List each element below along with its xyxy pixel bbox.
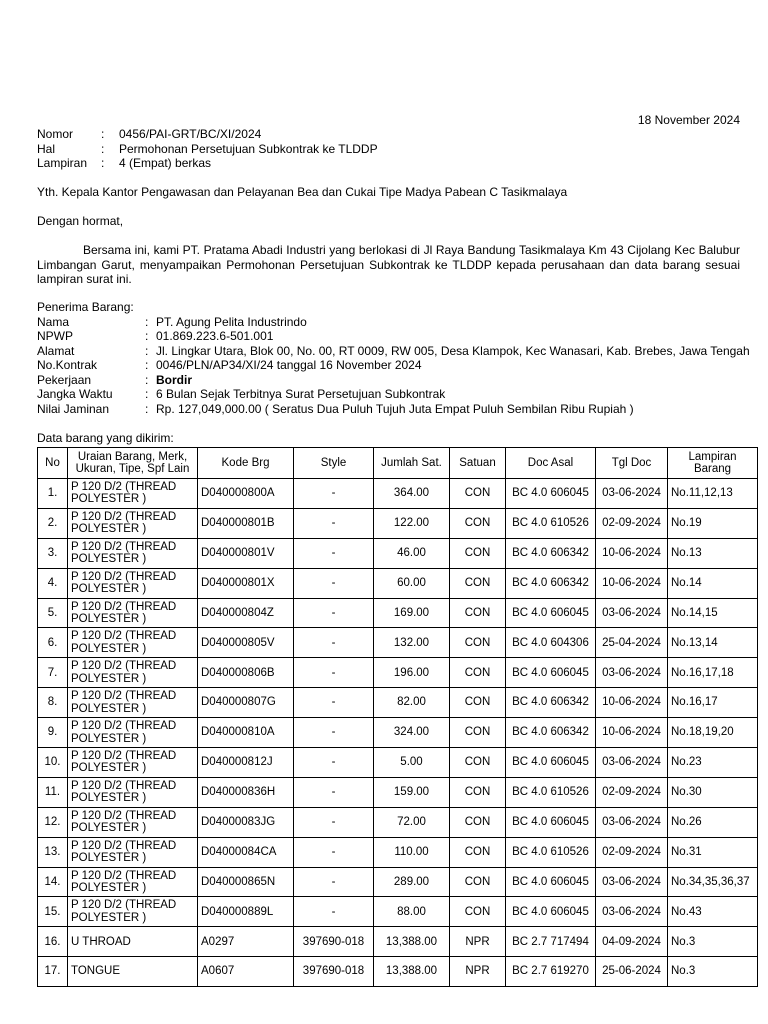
recipient-label: Nilai Jaminan [37, 401, 110, 416]
cell-kode: A0607 [198, 957, 294, 987]
cell-desc: P 120 D/2 (THREAD POLYESTER ) [68, 867, 198, 897]
recipient-label: NPWP [37, 329, 73, 343]
cell-desc: P 120 D/2 (THREAD POLYESTER ) [68, 837, 198, 867]
cell-lampiran: No.26 [668, 807, 758, 837]
cell-tgl: 03-06-2024 [596, 658, 668, 688]
cell-doc: BC 4.0 606045 [506, 897, 596, 927]
cell-no: 2. [38, 508, 68, 538]
table-row [38, 479, 758, 509]
cell-doc: BC 4.0 606342 [506, 718, 596, 748]
cell-doc: BC 2.7 619270 [506, 957, 596, 987]
cell-satuan: CON [450, 748, 506, 778]
table-row [38, 957, 758, 987]
recipient-label: Jangka Waktu [37, 387, 113, 401]
cell-style: - [294, 807, 374, 837]
cell-tgl: 10-06-2024 [596, 538, 668, 568]
header-no: No [38, 448, 68, 479]
cell-lampiran: No.18,19,20 [668, 718, 758, 748]
cell-satuan: CON [450, 568, 506, 598]
cell-desc: P 120 D/2 (THREAD POLYESTER ) [68, 538, 198, 568]
recipient-row: No.Kontrak : 0046/PLN/AP34/XI/24 tanggal 16 November 2024 [37, 358, 422, 372]
cell-no: 4. [38, 568, 68, 598]
cell-tgl: 10-06-2024 [596, 568, 668, 598]
cell-tgl: 03-06-2024 [596, 807, 668, 837]
cell-kode: D040000801X [198, 568, 294, 598]
meta-value: Permohonan Persetujuan Subkontrak ke TLDDP [119, 141, 378, 156]
table-row [38, 897, 758, 927]
greeting: Dengan hormat, [37, 214, 124, 228]
cell-desc: P 120 D/2 (THREAD POLYESTER ) [68, 807, 198, 837]
cell-doc: BC 4.0 606045 [506, 479, 596, 509]
recipient-label: Alamat [37, 343, 75, 358]
cell-no: 12. [38, 807, 68, 837]
cell-desc: TONGUE [68, 957, 198, 987]
cell-doc: BC 4.0 610526 [506, 837, 596, 867]
cell-jumlah: 289.00 [374, 867, 450, 897]
cell-kode: D040000807G [198, 688, 294, 718]
cell-tgl: 03-06-2024 [596, 598, 668, 628]
cell-tgl: 10-06-2024 [596, 718, 668, 748]
header-doc: Doc Asal [506, 448, 596, 479]
recipient-value: 01.869.223.6-501.001 [156, 329, 274, 343]
recipient-value: 0046/PLN/AP34/XI/24 tanggal 16 November 2024 [156, 358, 422, 372]
cell-jumlah: 110.00 [374, 837, 450, 867]
cell-tgl: 02-09-2024 [596, 837, 668, 867]
cell-jumlah: 122.00 [374, 508, 450, 538]
meta-value: 0456/PAI-GRT/BC/XI/2024 [119, 127, 262, 141]
table-header-row [38, 448, 758, 479]
cell-style: - [294, 688, 374, 718]
table-row [38, 688, 758, 718]
recipient-value: Rp. 127,049,000.00 ( Seratus Dua Puluh Tujuh Juta Empat Puluh Sembilan Ribu Rupiah ) [156, 401, 634, 416]
meta-row-lampiran: Lampiran : 4 (Empat) berkas [37, 156, 212, 170]
cell-desc: P 120 D/2 (THREAD POLYESTER ) [68, 479, 198, 509]
cell-no: 5. [38, 598, 68, 628]
cell-desc: U THROAD [68, 927, 198, 957]
cell-lampiran: No.13 [668, 538, 758, 568]
cell-style: - [294, 538, 374, 568]
cell-no: 8. [38, 688, 68, 718]
cell-satuan: NPR [450, 957, 506, 987]
table-row [38, 508, 758, 538]
cell-tgl: 03-06-2024 [596, 748, 668, 778]
meta-value: 4 (Empat) berkas [119, 156, 212, 170]
recipient-value: PT. Agung Pelita Industrindo [156, 314, 307, 329]
cell-jumlah: 196.00 [374, 658, 450, 688]
cell-no: 11. [38, 777, 68, 807]
cell-lampiran: No.19 [668, 508, 758, 538]
cell-satuan: CON [450, 658, 506, 688]
header-lampiran: Lampiran Barang [668, 448, 758, 479]
cell-no: 10. [38, 748, 68, 778]
cell-doc: BC 4.0 610526 [506, 508, 596, 538]
table-title: Data barang yang dikirim: [37, 431, 174, 445]
cell-doc: BC 4.0 606045 [506, 867, 596, 897]
recipient-row: Pekerjaan : Bordir [37, 372, 192, 387]
cell-kode: D040000801B [198, 508, 294, 538]
table-row [38, 628, 758, 658]
cell-doc: BC 4.0 606045 [506, 598, 596, 628]
cell-kode: D040000804Z [198, 598, 294, 628]
cell-satuan: NPR [450, 927, 506, 957]
table-row [38, 777, 758, 807]
cell-jumlah: 46.00 [374, 538, 450, 568]
cell-tgl: 03-06-2024 [596, 479, 668, 509]
cell-satuan: CON [450, 867, 506, 897]
cell-kode: D040000889L [198, 897, 294, 927]
cell-satuan: CON [450, 598, 506, 628]
cell-doc: BC 2.7 717494 [506, 927, 596, 957]
meta-label: Hal [37, 141, 56, 156]
cell-desc: P 120 D/2 (THREAD POLYESTER ) [68, 658, 198, 688]
cell-kode: D040000865N [198, 867, 294, 897]
cell-tgl: 25-04-2024 [596, 628, 668, 658]
cell-style: - [294, 748, 374, 778]
meta-row-nomor: Nomor : 0456/PAI-GRT/BC/XI/2024 [37, 127, 262, 141]
table-row [38, 867, 758, 897]
cell-doc: BC 4.0 606342 [506, 538, 596, 568]
cell-jumlah: 364.00 [374, 479, 450, 509]
cell-no: 7. [38, 658, 68, 688]
recipient-row: Nama : PT. Agung Pelita Industrindo [37, 314, 307, 329]
body-paragraph: Bersama ini, kami PT. Pratama Abadi Industri yang berlokasi di Jl Raya Bandung Tasikmalaya Km 43 Cijolang Kec Balubur Limbangan Garut, menyampaikan Permohonan Persetujuan Subkontrak ke TLDDP kepada perusahaan dan data barang sesuai lampiran surat ini. [37, 243, 740, 287]
cell-kode: D040000836H [198, 777, 294, 807]
cell-desc: P 120 D/2 (THREAD POLYESTER ) [68, 508, 198, 538]
cell-style: - [294, 658, 374, 688]
cell-kode: D04000083JG [198, 807, 294, 837]
cell-kode: A0297 [198, 927, 294, 957]
header-kode: Kode Brg [198, 448, 294, 479]
cell-kode: D040000805V [198, 628, 294, 658]
cell-tgl: 04-09-2024 [596, 927, 668, 957]
cell-desc: P 120 D/2 (THREAD POLYESTER ) [68, 568, 198, 598]
recipient-title: Penerima Barang: [37, 300, 134, 314]
addressee: Yth. Kepala Kantor Pengawasan dan Pelayanan Bea dan Cukai Tipe Madya Pabean C Tasikmalaya [37, 185, 568, 199]
table-row [38, 568, 758, 598]
cell-satuan: CON [450, 837, 506, 867]
cell-lampiran: No.30 [668, 777, 758, 807]
cell-style: - [294, 867, 374, 897]
cell-jumlah: 72.00 [374, 807, 450, 837]
recipient-row: Alamat : Jl. Lingkar Utara, Blok 00, No. 00, RT 0009, RW 005, Desa Klampok, Kec Wanasari, Kab. Brebes, Jawa Tengah [37, 343, 750, 358]
cell-style: - [294, 837, 374, 867]
table-row [38, 538, 758, 568]
cell-doc: BC 4.0 606342 [506, 568, 596, 598]
cell-jumlah: 60.00 [374, 568, 450, 598]
recipient-row: Nilai Jaminan : Rp. 127,049,000.00 ( Seratus Dua Puluh Tujuh Juta Empat Puluh Sembilan Ribu Rupiah ) [37, 401, 634, 416]
goods-table [37, 447, 758, 987]
cell-jumlah: 5.00 [374, 748, 450, 778]
table-row [38, 718, 758, 748]
recipient-row: Jangka Waktu : 6 Bulan Sejak Terbitnya Surat Persetujuan Subkontrak [37, 387, 446, 401]
cell-kode: D040000801V [198, 538, 294, 568]
cell-lampiran: No.16,17,18 [668, 658, 758, 688]
meta-row-hal: Hal : Permohonan Persetujuan Subkontrak ke TLDDP [37, 141, 378, 156]
cell-desc: P 120 D/2 (THREAD POLYESTER ) [68, 688, 198, 718]
cell-lampiran: No.31 [668, 837, 758, 867]
cell-lampiran: No.14,15 [668, 598, 758, 628]
header-satuan: Satuan [450, 448, 506, 479]
cell-lampiran: No.23 [668, 748, 758, 778]
cell-no: 3. [38, 538, 68, 568]
cell-satuan: CON [450, 718, 506, 748]
cell-satuan: CON [450, 628, 506, 658]
header-desc: Uraian Barang, Merk, Ukuran, Tipe, Spf Lain [68, 448, 198, 479]
cell-jumlah: 169.00 [374, 598, 450, 628]
cell-doc: BC 4.0 604306 [506, 628, 596, 658]
table-row [38, 658, 758, 688]
header-tgl: Tgl Doc [596, 448, 668, 479]
cell-no: 13. [38, 837, 68, 867]
table-row [38, 598, 758, 628]
recipient-value: Bordir [156, 372, 192, 387]
cell-kode: D040000812J [198, 748, 294, 778]
cell-satuan: CON [450, 479, 506, 509]
cell-lampiran: No.3 [668, 927, 758, 957]
cell-satuan: CON [450, 807, 506, 837]
cell-kode: D04000084CA [198, 837, 294, 867]
recipient-value: 6 Bulan Sejak Terbitnya Surat Persetujuan Subkontrak [156, 387, 446, 401]
cell-jumlah: 88.00 [374, 897, 450, 927]
cell-lampiran: No.13,14 [668, 628, 758, 658]
cell-jumlah: 13,388.00 [374, 927, 450, 957]
cell-style: 397690-018 [294, 957, 374, 987]
cell-no: 15. [38, 897, 68, 927]
cell-no: 1. [38, 479, 68, 509]
cell-doc: BC 4.0 606045 [506, 658, 596, 688]
cell-doc: BC 4.0 610526 [506, 777, 596, 807]
cell-lampiran: No.34,35,36,37 [668, 867, 758, 897]
cell-jumlah: 13,388.00 [374, 957, 450, 987]
cell-style: - [294, 568, 374, 598]
cell-no: 6. [38, 628, 68, 658]
cell-lampiran: No.43 [668, 897, 758, 927]
table-row [38, 837, 758, 867]
cell-doc: BC 4.0 606045 [506, 748, 596, 778]
cell-desc: P 120 D/2 (THREAD POLYESTER ) [68, 598, 198, 628]
cell-desc: P 120 D/2 (THREAD POLYESTER ) [68, 897, 198, 927]
cell-style: - [294, 897, 374, 927]
cell-tgl: 03-06-2024 [596, 897, 668, 927]
recipient-block [37, 300, 750, 416]
table-row [38, 927, 758, 957]
cell-jumlah: 159.00 [374, 777, 450, 807]
cell-lampiran: No.3 [668, 957, 758, 987]
letter-meta [37, 127, 378, 171]
cell-satuan: CON [450, 538, 506, 568]
cell-no: 17. [38, 957, 68, 987]
cell-tgl: 25-06-2024 [596, 957, 668, 987]
cell-no: 9. [38, 718, 68, 748]
recipient-label: Pekerjaan [37, 372, 92, 387]
cell-desc: P 120 D/2 (THREAD POLYESTER ) [68, 628, 198, 658]
header-jumlah: Jumlah Sat. [374, 448, 450, 479]
recipient-label: Nama [37, 314, 70, 329]
cell-desc: P 120 D/2 (THREAD POLYESTER ) [68, 777, 198, 807]
cell-style: - [294, 777, 374, 807]
cell-style: - [294, 479, 374, 509]
table-row [38, 807, 758, 837]
cell-jumlah: 82.00 [374, 688, 450, 718]
cell-kode: D040000800A [198, 479, 294, 509]
cell-lampiran: No.14 [668, 568, 758, 598]
cell-no: 14. [38, 867, 68, 897]
cell-satuan: CON [450, 688, 506, 718]
cell-tgl: 10-06-2024 [596, 688, 668, 718]
cell-style: - [294, 628, 374, 658]
meta-label: Lampiran [37, 156, 88, 170]
cell-style: 397690-018 [294, 927, 374, 957]
cell-desc: P 120 D/2 (THREAD POLYESTER ) [68, 748, 198, 778]
cell-lampiran: No.16,17 [668, 688, 758, 718]
cell-desc: P 120 D/2 (THREAD POLYESTER ) [68, 718, 198, 748]
cell-satuan: CON [450, 897, 506, 927]
header-style: Style [294, 448, 374, 479]
cell-style: - [294, 598, 374, 628]
cell-kode: D040000806B [198, 658, 294, 688]
cell-tgl: 02-09-2024 [596, 777, 668, 807]
cell-lampiran: No.11,12,13 [668, 479, 758, 509]
cell-tgl: 02-09-2024 [596, 508, 668, 538]
recipient-label: No.Kontrak [37, 358, 98, 372]
recipient-row: NPWP : 01.869.223.6-501.001 [37, 329, 274, 343]
cell-jumlah: 132.00 [374, 628, 450, 658]
table-row [38, 748, 758, 778]
letter-date: 18 November 2024 [637, 113, 740, 127]
cell-satuan: CON [450, 777, 506, 807]
recipient-value: Jl. Lingkar Utara, Blok 00, No. 00, RT 0009, RW 005, Desa Klampok, Kec Wanasari, Kab. Brebes, Jawa Tengah [156, 343, 750, 358]
cell-style: - [294, 508, 374, 538]
cell-doc: BC 4.0 606045 [506, 807, 596, 837]
cell-jumlah: 324.00 [374, 718, 450, 748]
cell-satuan: CON [450, 508, 506, 538]
cell-kode: D040000810A [198, 718, 294, 748]
cell-style: - [294, 718, 374, 748]
cell-tgl: 03-06-2024 [596, 867, 668, 897]
cell-doc: BC 4.0 606342 [506, 688, 596, 718]
cell-no: 16. [38, 927, 68, 957]
meta-label: Nomor [37, 127, 74, 141]
